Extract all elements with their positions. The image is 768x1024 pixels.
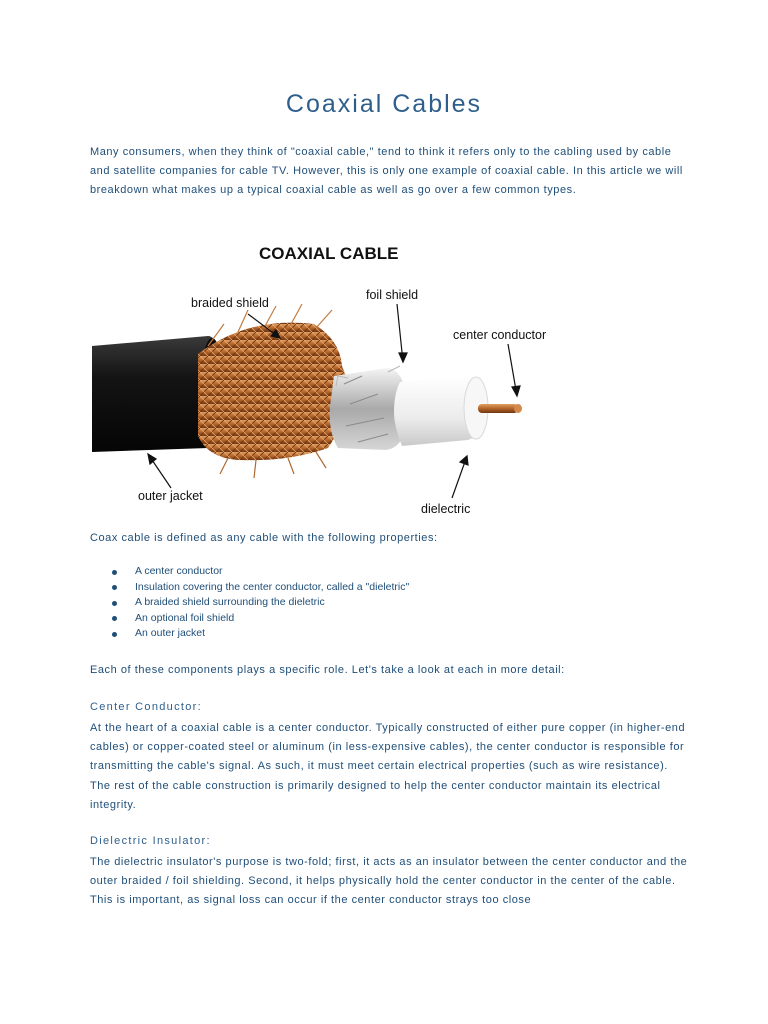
coaxial-cable-figure xyxy=(88,236,588,521)
section-body-center-conductor: At the heart of a coaxial cable is a center conductor. Typically constructed of either pure copper (in higher-end cables) or copper-coated steel or aluminum (in less-expensive cables), the center conductor is responsible for transmitting the cable's signal. As such, it must meet certain electrical properties (such as wire resistance). The rest of the cable construction is primarily designed to help the center conductor maintain its electrical integrity. xyxy=(90,722,686,811)
braided-shield-shape xyxy=(198,304,350,478)
list-item xyxy=(110,580,409,596)
section-heading-dielectric-insulator: Dielectric Insulator: xyxy=(90,835,211,847)
label-center-conductor: center conductor xyxy=(453,328,547,342)
list-item-text: Insulation covering the center conductor, called a "dieletric" xyxy=(135,580,410,593)
list-item-text: An outer jacket xyxy=(135,627,206,639)
list-item xyxy=(110,564,409,580)
list-item xyxy=(110,595,409,611)
list-item-text: A center conductor xyxy=(135,565,223,577)
label-foil-shield: foil shield xyxy=(366,288,419,302)
properties-list xyxy=(110,564,409,642)
section-heading-center-conductor: Center Conductor: xyxy=(90,701,202,713)
intro-paragraph: Many consumers, when they think of "coaxial cable," tend to think it refers only to the cabling used by cable and satellite companies for cable TV. However, this is only one example of coaxial cable. In this article we will breakdown what makes up a typical coaxial cable as well as go over a few common types. xyxy=(90,146,683,197)
coaxial-cable-illustration xyxy=(88,236,588,521)
list-item-text: A braided shield surrounding the dieletric xyxy=(135,596,325,608)
bullet-icon xyxy=(112,616,117,621)
bullet-icon xyxy=(112,601,117,606)
center-conductor-shape xyxy=(478,404,522,413)
bullet-icon xyxy=(112,632,117,637)
definition-paragraph: Coax cable is defined as any cable with the following properties: xyxy=(90,532,438,544)
bullet-icon xyxy=(112,585,117,590)
figure-title: COAXIAL CABLE xyxy=(259,244,399,263)
label-dielectric: dielectric xyxy=(421,502,471,516)
label-braided-shield: braided shield xyxy=(191,296,269,310)
dielectric-shape xyxy=(394,376,488,446)
list-item xyxy=(110,626,409,642)
bullet-icon xyxy=(112,570,117,575)
list-item xyxy=(110,611,409,627)
page-title: Coaxial Cables xyxy=(285,90,483,118)
role-paragraph: Each of these components plays a specific role. Let's take a look at each in more detail: xyxy=(90,664,565,676)
label-outer-jacket: outer jacket xyxy=(138,489,203,503)
section-body-dielectric-insulator: The dielectric insulator's purpose is two-fold; first, it acts as an insulator between the center conductor and the outer braided / foil shielding. Second, it helps physically hold the center conductor in the center of the cable. This is important, as signal loss can occur if the center conductor strays too close xyxy=(90,856,688,907)
list-item-text: An optional foil shield xyxy=(135,611,235,624)
